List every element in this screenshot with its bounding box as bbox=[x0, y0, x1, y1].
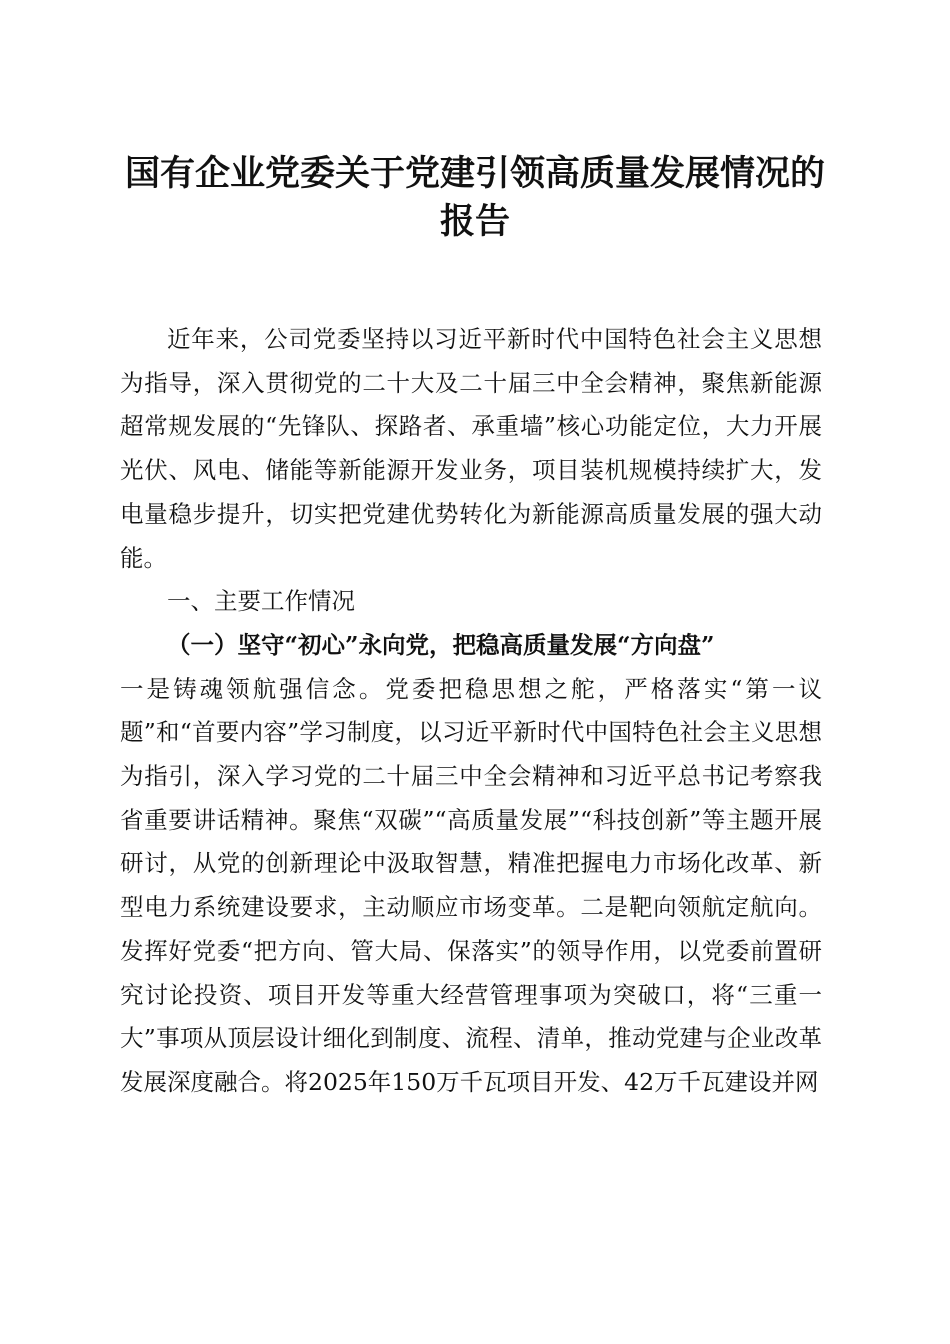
intro-paragraph: 近年来，公司党委坚持以习近平新时代中国特色社会主义思想为指导，深入贯彻党的二十大及二十届三中全会精神，聚焦新能源超常规发展的“先锋队、探路者、承重墙”核心功能定位，大力开展光伏、风电、储能等新能源开发业务，项目装机规模持续扩大，发电量稳步提升，切实把党建优势转化为新能源高质量发展的强大动能。 bbox=[120, 325, 822, 572]
section-heading: 一、主要工作情况 bbox=[167, 587, 355, 616]
document-title: 国有企业党委关于党建引领高质量发展情况的报告 bbox=[124, 153, 825, 242]
document-body bbox=[120, 318, 822, 1105]
subsection-body-paragraph: 一是铸魂领航强信念。党委把稳思想之舵，严格落实“第一议题”和“首要内容”学习制度，以习近平新时代中国特色社会主义思想为指引，深入学习党的二十届三中全会精神和习近平总书记考察我省重要讲话精神。聚焦“双碳”“高质量发展”“科技创新”等主题开展研讨，从党的创新理论中汲取智慧，精准把握电力市场化改革、新型电力系统建设要求，主动顺应市场变革。二是靶向领航定航向。发挥好党委“把方向、管大局、保落实”的领导作用，以党委前置研究讨论投资、项目开发等重大经营管理事项为突破口，将“三重一大”事项从顶层设计细化到制度、流程、清单，推动党建与企业改革发展深度融合。将2025年150万千瓦项目开发、42万千瓦建设并网 bbox=[120, 674, 822, 1096]
subsection-heading: （一）坚守“初心”永向党，把稳高质量发展“方向盘” bbox=[167, 630, 715, 659]
